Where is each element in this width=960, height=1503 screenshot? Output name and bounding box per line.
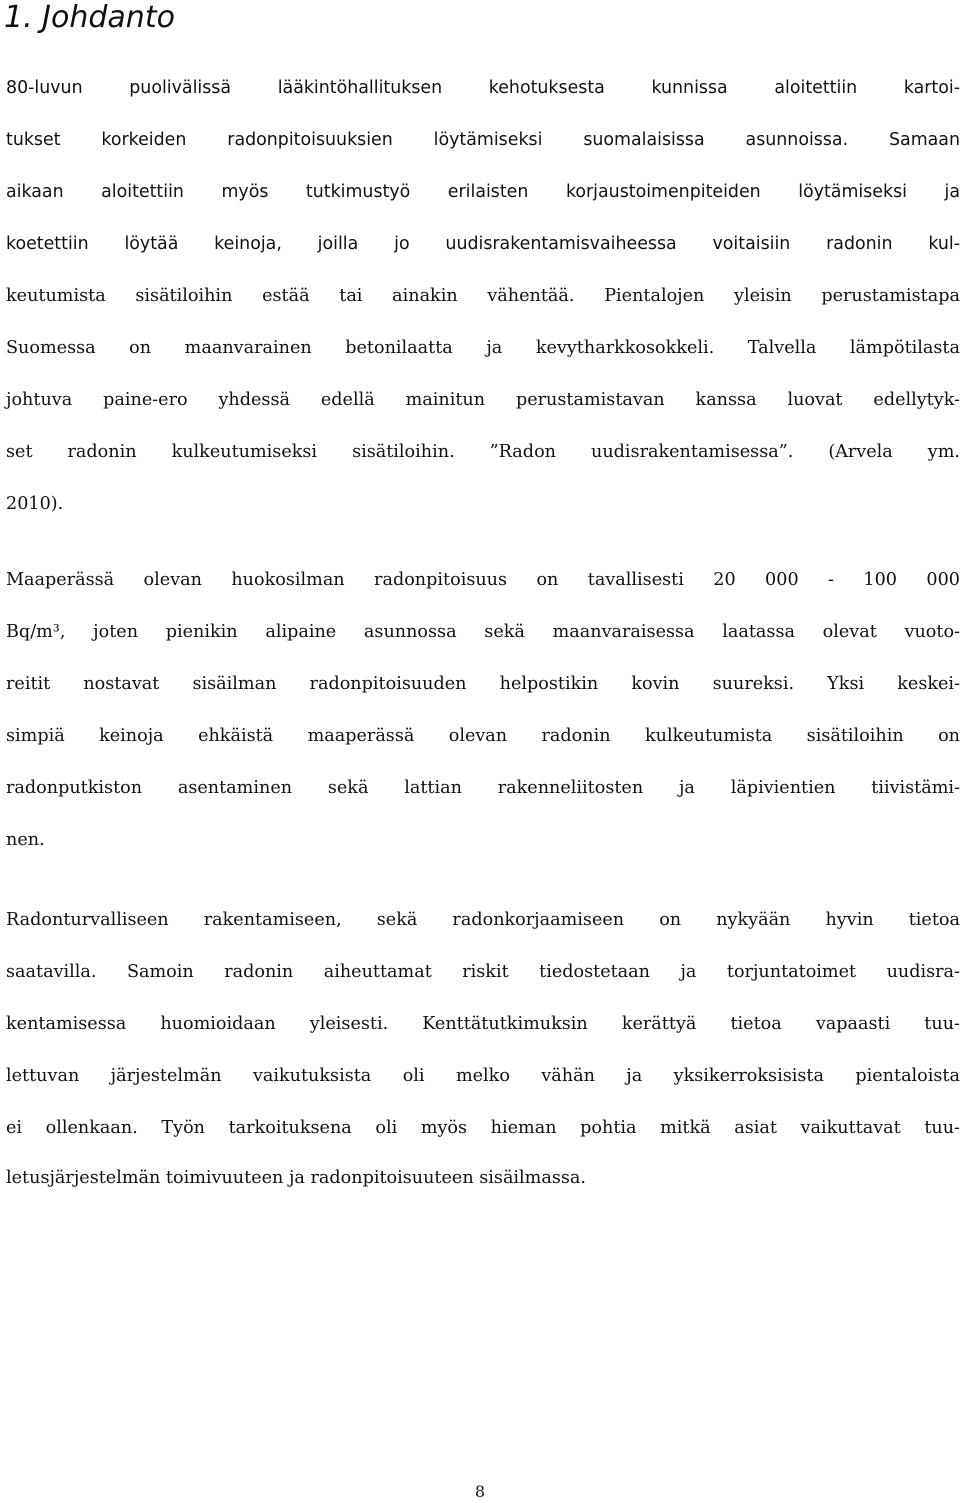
page-number: 8 — [474, 1482, 486, 1501]
paragraph-line: 2010). — [6, 494, 64, 514]
paragraph-line: lettuvan järjestelmän vaikutuksista oli melko vähän ja yksikerroksisista pientaloista — [6, 1066, 960, 1086]
paragraph-line: johtuva paine-ero yhdessä edellä mainitun perustamistavan kanssa luovat edellytyk- — [6, 390, 960, 410]
paragraph-line: reitit nostavat sisäilman radonpitoisuuden helpostikin kovin suureksi. Yksi keskei- — [6, 674, 960, 694]
paragraph-line: Suomessa on maanvarainen betonilaatta ja kevytharkkosokkeli. Talvella lämpötilasta — [6, 338, 960, 358]
paragraph-line: koetettiin löytää keinoja, joilla jo uudisrakentamisvaiheessa voitaisiin radonin kul- — [6, 234, 960, 254]
paragraph-line: ei ollenkaan. Työn tarkoituksena oli myös hieman pohtia mitkä asiat vaikuttavat tuu- — [6, 1118, 960, 1138]
paragraph-line: kentamisessa huomioidaan yleisesti. Kenttätutkimuksin kerättyä tietoa vapaasti tuu- — [6, 1014, 960, 1034]
paragraph-line: letusjärjestelmän toimivuuteen ja radonpitoisuuteen sisäilmassa. — [6, 1168, 586, 1188]
section-heading: 1. Johdanto — [4, 0, 175, 35]
paragraph-line: radonputkiston asentaminen sekä lattian rakenneliitosten ja läpivientien tiivistämi- — [6, 778, 960, 798]
paragraph-line: Maaperässä olevan huokosilman radonpitoisuus on tavallisesti 20 000 - 100 000 — [6, 570, 960, 590]
paragraph-line: keutumista sisätiloihin estää tai ainakin vähentää. Pientalojen yleisin perustamistapa — [6, 286, 960, 306]
paragraph-line: 80-luvun puolivälissä lääkintöhallituksen kehotuksesta kunnissa aloitettiin kartoi- — [6, 78, 960, 98]
paragraph-line: aikaan aloitettiin myös tutkimustyö erilaisten korjaustoimenpiteiden löytämiseksi ja — [6, 182, 960, 202]
paragraph-line: saatavilla. Samoin radonin aiheuttamat riskit tiedostetaan ja torjuntatoimet uudisra- — [6, 962, 960, 982]
paragraph-line: set radonin kulkeutumiseksi sisätiloihin. ”Radon uudisrakentamisessa”. (Arvela ym. — [6, 442, 960, 462]
paragraph-line: Bq/m³, joten pienikin alipaine asunnossa sekä maanvaraisessa laatassa olevat vuoto- — [6, 622, 960, 642]
paragraph-line: Radonturvalliseen rakentamiseen, sekä radonkorjaamiseen on nykyään hyvin tietoa — [6, 910, 960, 930]
paragraph-line: tukset korkeiden radonpitoisuuksien löytämiseksi suomalaisissa asunnoissa. Samaan — [6, 130, 960, 150]
paragraph-line: simpiä keinoja ehkäistä maaperässä olevan radonin kulkeutumista sisätiloihin on — [6, 726, 960, 746]
paragraph-line: nen. — [6, 830, 45, 850]
